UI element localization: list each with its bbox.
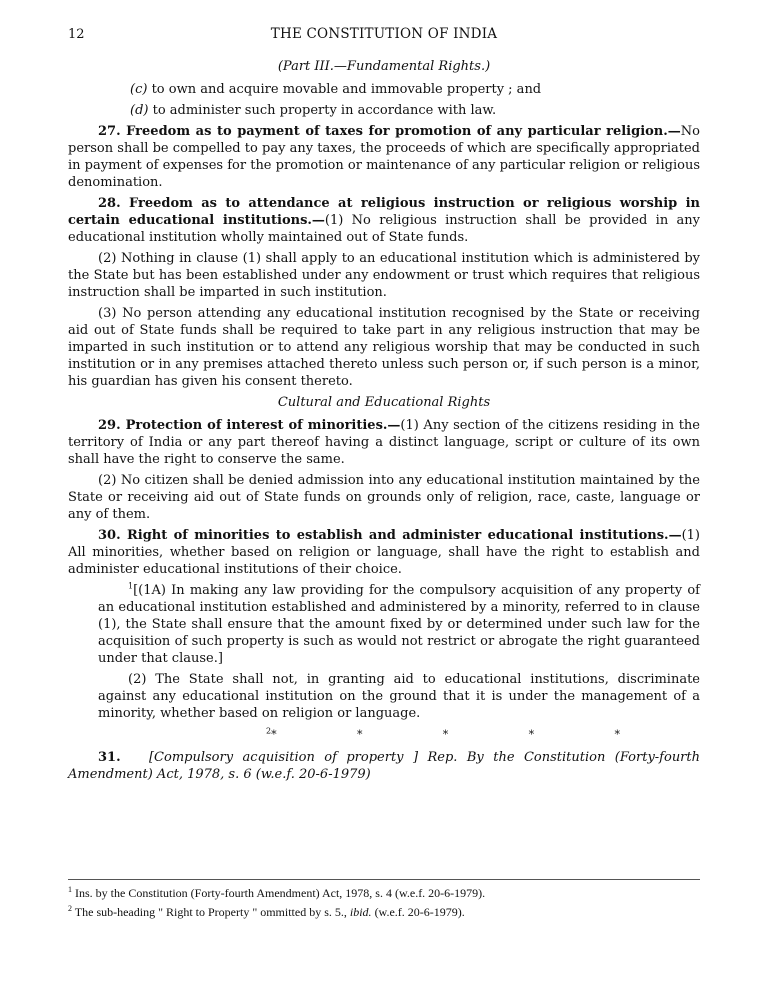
item-label: (d) — [130, 103, 149, 118]
list-item — [68, 81, 700, 98]
clause: (2) No citizen shall be denied admission into any educational institution maintained by the State or receiving aid out of State funds on grounds only of religion, race, caste, language or any of them. — [68, 473, 700, 522]
footnote-divider — [68, 879, 700, 880]
omission-stars — [68, 726, 700, 743]
clause: (2) Nothing in clause (1) shall apply to an educational institution which is administered by the State but has been established under any endowment or trust which requires that religious instruction shall be imparted in such institution. — [68, 251, 700, 300]
footnote-text: (w.e.f. 20-6-1979). — [371, 905, 465, 919]
item-text: to own and acquire movable and immovable property ; and — [147, 82, 542, 97]
section-subheading: Cultural and Educational Rights — [277, 395, 491, 410]
article-27 — [68, 123, 700, 191]
running-title: THE CONSTITUTION OF INDIA — [270, 26, 498, 42]
footnote — [68, 903, 700, 922]
star: * — [442, 728, 449, 741]
footnote-text: Ins. by the Constitution (Forty-fourth Amendment) Act, 1978, s. 4 (w.e.f. 20-6-1979). — [72, 886, 486, 900]
item-text: to administer such property in accordance with law. — [148, 103, 497, 118]
footnote-text: The sub-heading " Right to Property " ommitted by s. 5., — [72, 905, 350, 919]
inserted-clauses — [68, 582, 700, 722]
page-body — [68, 58, 700, 787]
clause-text: (1) All minorities, whether based on religion or language, shall have the right to establish and administer educational institutions of their choice. — [68, 528, 700, 577]
star: * — [614, 728, 620, 741]
part-heading: (Part III.—Fundamental Rights.) — [277, 59, 491, 74]
article-heading: 30. Right of minorities to establish and administer educational institutions.— — [98, 528, 682, 543]
star: * — [356, 728, 363, 741]
article-heading: 28. Freedom as to attendance at religious instruction or religious worship in certain educational institutions.— — [68, 196, 700, 228]
footnote-marker: 1 — [128, 581, 134, 591]
clause-text: (1) No religious instruction shall be provided in any educational institution wholly maintained out of State funds. — [68, 213, 700, 245]
footnote — [68, 884, 700, 903]
list-item — [68, 102, 700, 119]
clause: (3) No person attending any educational institution recognised by the State or receiving aid out of State funds shall be required to take part in any religious instruction that may be imparted in such institution or to attend any religious worship that may be conducted in such institution or in any premises attached thereto unless such person or, if such person is a minor, his guardian has given his consent thereto. — [68, 306, 700, 389]
footnote-marker: 1 — [68, 885, 72, 894]
footnote-marker: 2 — [266, 726, 272, 736]
article-text: No person shall be compelled to pay any taxes, the proceeds of which are specifically appropriated in payment of expenses for the promotion or maintenance of any particular religion or religious denomination. — [68, 124, 700, 190]
footnotes — [68, 884, 700, 922]
star: $^2$* — [266, 726, 277, 741]
article-text: [Compulsory acquisition of property ] Rep. By the Constitution (Forty-fourth Amendment) Act, 1978, s. 6 (w.e.f. 20-6-1979) — [68, 750, 700, 782]
article-28 — [68, 195, 700, 246]
article-29 — [68, 417, 700, 468]
item-label: (c) — [130, 82, 148, 97]
star: * — [528, 728, 535, 741]
page-header — [68, 26, 700, 44]
clause-text: (1) Any section of the citizens residing in the territory of India or any part thereof having a distinct language, script or culture of its own shall have the right to conserve the same. — [68, 418, 700, 467]
clause: (2) The State shall not, in granting aid to educational institutions, discriminate against any educational institution on the ground that it is under the management of a minority, whether based on religion or language. — [98, 672, 700, 721]
clause — [98, 582, 700, 667]
article-number: 31. — [98, 750, 121, 765]
footnote-marker: 2 — [68, 904, 72, 913]
article-heading: 27. Freedom as to payment of taxes for promotion of any particular religion.— — [98, 124, 681, 139]
clause-text: [(1A) In making any law providing for the compulsory acquisition of any property of an educational institution established and administered by a minority, referred to in clause (1), the State shall ensure that the amount fixed by or determined under such law for the acquisition of such property is such as would not restrict or abrogate the right guaranteed under that clause.] — [98, 583, 700, 666]
page-number: 12 — [68, 27, 85, 42]
article-30 — [68, 527, 700, 578]
footnote-italic: ibid. — [349, 905, 372, 919]
article-31 — [68, 749, 700, 783]
article-heading: 29. Protection of interest of minorities.— — [98, 418, 401, 433]
